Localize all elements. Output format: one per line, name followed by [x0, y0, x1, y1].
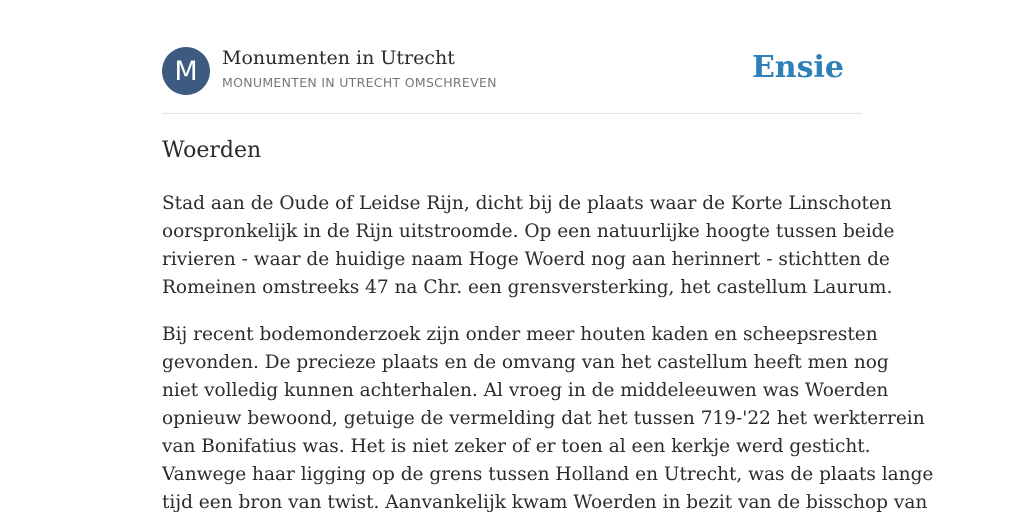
paragraph-2 [162, 321, 934, 512]
text-line: opnieuw bewoond, getuige de vermelding dat het tussen 719-'22 het werkterrein [162, 408, 925, 429]
text-line: Stad aan de Oude of Leidse Rijn, dicht bij de plaats waar de Korte Linschoten [162, 193, 892, 214]
text-line: oorspronkelijk in de Rijn uitstroomde. Op een natuurlijke hoogte tussen beide [162, 221, 895, 242]
text-line: Vanwege haar ligging op de grens tussen Holland en Utrecht, was de plaats lange [162, 464, 934, 485]
site-subtitle: MONUMENTEN IN UTRECHT OMSCHREVEN [222, 75, 497, 90]
text-line: rivieren - waar de huidige naam Hoge Woerd nog aan herinnert - stichtten de [162, 249, 890, 270]
text-line: tijd een bron van twist. Aanvankelijk kwam Woerden in bezit van de bisschop van [162, 492, 928, 512]
text-line: gevonden. De precieze plaats en de omvang van het castellum heeft men nog [162, 352, 889, 373]
article-body [162, 190, 934, 512]
text-line: Romeinen omstreeks 47 na Chr. een grensversterking, het castellum Laurum. [162, 277, 893, 298]
text-line: niet volledig kunnen achterhalen. Al vroeg in de middeleeuwen was Woerden [162, 380, 889, 401]
site-title[interactable]: Monumenten in Utrecht [222, 47, 455, 69]
text-line: van Bonifatius was. Het is niet zeker of er toen al een kerkje werd gesticht. [162, 436, 871, 457]
paragraph-1 [162, 190, 895, 302]
brand-logo[interactable]: Ensie [751, 50, 844, 85]
header-divider [162, 113, 862, 114]
site-avatar[interactable] [162, 47, 210, 95]
article-title: Woerden [162, 138, 262, 163]
site-header [162, 47, 862, 95]
avatar-letter: M [174, 55, 198, 87]
text-line: Bij recent bodemonderzoek zijn onder meer houten kaden en scheepsresten [162, 324, 878, 345]
